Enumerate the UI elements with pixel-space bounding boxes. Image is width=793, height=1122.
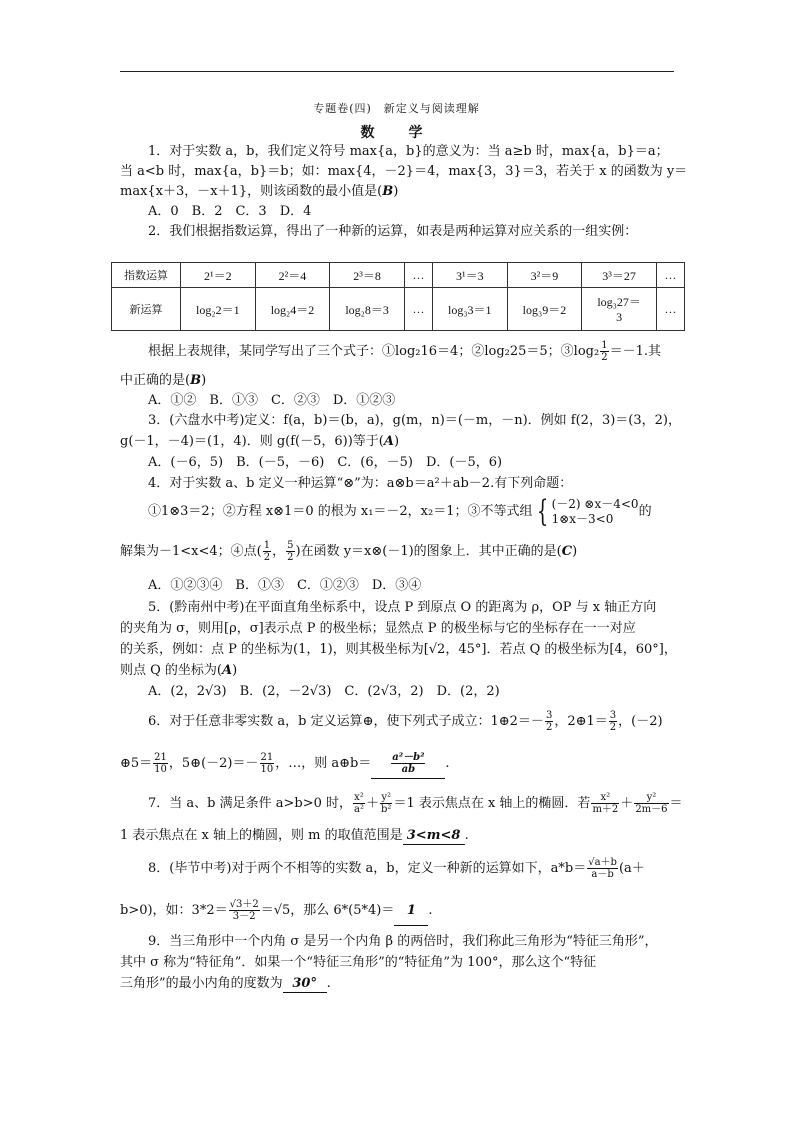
fraction <box>380 792 392 815</box>
inequality-2: 1⊗x－3<0 <box>551 511 614 526</box>
period: . <box>464 828 469 843</box>
q9-line1: 9．当三角形中一个内角 σ 是另一个内角 β 的两倍时，我们称此三角形为“特征三角形”， <box>148 934 658 949</box>
denominator: 3－2 <box>232 911 256 922</box>
q6-line2-end: ，…，则 a⊕b＝ <box>275 756 372 771</box>
q4-propositions: ①1⊗3＝2；②方程 x⊗1＝0 的根为 x₁＝－2，x₂＝1；③不等式组 <box>148 504 533 519</box>
q1-line1: 1．对于实数 a，b，我们定义符号 max{a，b}的意义为：当 a≥b 时，max{a，b}＝a； <box>148 144 669 159</box>
q3-line2 <box>120 434 399 450</box>
table-cell: … <box>656 288 684 331</box>
q7-line1 <box>148 790 683 818</box>
top-rule <box>120 71 674 72</box>
q6-line1-end: ，(－2) <box>618 714 663 729</box>
q4-line3-start: 解集为－1<x<4；④点( <box>120 544 262 559</box>
table-cell: 指数运算 <box>112 263 181 288</box>
table-cell <box>582 288 657 331</box>
q1-answer: B <box>382 184 394 199</box>
q6-line2-start: ⊕5＝ <box>120 756 153 771</box>
table-cell: … <box>404 263 432 288</box>
period: . <box>445 756 450 771</box>
numerator: 5 <box>287 540 294 551</box>
brace: { <box>536 493 548 529</box>
page-title: 数 学 <box>360 125 433 141</box>
q8-answer-blank: 1 <box>394 897 428 926</box>
denominator: 10 <box>260 764 274 775</box>
numerator: 3 <box>609 710 617 721</box>
numerator: y² <box>634 792 668 804</box>
q2-stem-end: 中正确的是( <box>120 373 191 388</box>
table-cell: log₃3＝1 <box>432 288 507 331</box>
denominator: 2m－6 <box>635 804 668 815</box>
q6-line2-mid: ，5⊕(－2)＝－ <box>168 756 259 771</box>
table-cell: 3²＝9 <box>507 263 582 288</box>
denominator: 2 <box>609 722 617 733</box>
numerator: 1 <box>263 540 271 551</box>
q2-options: A．①② B．①③ C．②③ D．①②③ <box>148 393 396 408</box>
fraction <box>391 752 425 775</box>
denominator: 2 <box>287 552 294 563</box>
q4-line2-end: 的 <box>638 504 652 519</box>
table-cell: 2³＝8 <box>330 263 405 288</box>
q1-line3 <box>120 184 398 200</box>
fraction <box>587 857 618 880</box>
table-cell: 3³＝27 <box>582 263 657 288</box>
q7-line1-mid: ＝1 表示焦点在 x 轴上的椭圆．若 <box>393 796 591 811</box>
operation-table <box>111 262 685 331</box>
fraction <box>609 710 617 733</box>
table-cell: 3¹＝3 <box>432 263 507 288</box>
fraction <box>591 792 619 815</box>
fraction <box>600 340 608 363</box>
denominator: a² <box>354 804 364 815</box>
table-cell: … <box>656 263 684 288</box>
q4-line2 <box>148 493 652 529</box>
q5-stem-end: 则点 Q 的坐标为( <box>120 663 222 678</box>
table-cell: log₂8＝3 <box>330 288 405 331</box>
numerator: 1 <box>601 340 608 351</box>
q5-line3: 的关系，例如：点 P 的坐标为(1，1)，则其极坐标为[√2，45°]．若点 Q 的极坐标为[4，60°]， <box>120 642 677 657</box>
q8-line1 <box>148 855 645 883</box>
q8-line1-end: (a＋ <box>618 861 645 876</box>
page-subtitle: 专题卷(四) 新定义与阅读理解 <box>313 102 480 115</box>
q3-line1: 3．(六盘水中考)定义：f(a，b)＝(b，a)，g(m，n)＝(－m，－n)．例如 f(2，3)＝(3，2)， <box>148 413 681 428</box>
fraction <box>260 752 275 775</box>
numerator: 21 <box>154 752 167 763</box>
table-cell: log₃9＝2 <box>507 288 582 331</box>
numerator: x² <box>591 792 619 804</box>
inequality-1: (－2) ⊗x－4<0 <box>551 496 639 511</box>
comma: ， <box>272 544 286 559</box>
q7-answer-blank: 3<m<8 <box>403 828 465 845</box>
q5-line2: 的夹角为 σ，则用[ρ，σ]表示点 P 的极坐标；显然点 P 的极坐标与它的坐标存在一一对应 <box>120 621 636 636</box>
denominator: 10 <box>154 764 167 775</box>
q3-stem-end: g(－1，－4)＝(1，4)．则 g(f(－5，6))等于( <box>120 434 384 449</box>
q9-line2: 其中 σ 称为“特征角”．如果一个“特征三角形”的“特征角”为 100°，那么这个“特征 <box>120 955 597 970</box>
table-cell: … <box>404 288 432 331</box>
q7-line2 <box>120 828 469 845</box>
table-cell: 2¹＝2 <box>181 263 256 288</box>
q5-line1: 5．(黔南州中考)在平面直角坐标系中，设点 P 到原点 O 的距离为 ρ，OP 与 x 轴正方向 <box>148 600 657 615</box>
inequality-system <box>552 497 639 527</box>
q7-line1-start: 7．当 a、b 满足条件 a>b>0 时， <box>148 796 353 811</box>
q2-formulas-end: ＝－1.其 <box>609 344 661 359</box>
period: . <box>428 903 433 918</box>
denominator: 2 <box>263 552 271 563</box>
q4-line1: 4．对于实数 a、b 定义一种运算“⊗”为：a⊗b＝a²＋ab－2.有下列命题： <box>148 476 573 491</box>
q1-options: A．0 B．2 C．3 D．4 <box>148 204 312 219</box>
q4-answer: C <box>561 544 573 559</box>
q3-answer: A <box>383 434 394 449</box>
q4-paren: ) <box>572 544 578 559</box>
q3-options: A．(－6，5) B．(－5，－6) C．(6，－5) D．(－5，6) <box>148 455 503 470</box>
numerator: √a＋b <box>588 857 617 868</box>
q2-formulas: 根据上表规律，某同学写出了三个式子：①log₂16＝4；②log₂25＝5；③log₂ <box>148 344 600 359</box>
plus: ＋ <box>620 796 634 811</box>
q6-line1-mid: ，2⊕1＝ <box>554 714 608 729</box>
q8-line2-start: b>0)，如：3*2＝ <box>120 903 228 918</box>
plus: ＋ <box>366 796 380 811</box>
fraction <box>153 752 168 775</box>
fraction <box>353 792 365 815</box>
q3-paren: ) <box>393 434 400 449</box>
fraction <box>545 710 553 733</box>
q5-line4 <box>120 663 237 679</box>
equals: ＝ <box>669 796 683 811</box>
denominator: m＋2 <box>592 804 619 815</box>
numerator: x² <box>354 792 364 803</box>
q4-line3 <box>120 540 577 564</box>
denominator: b² <box>381 804 392 815</box>
q6-line1-start: 6．对于任意非零实数 a，b 定义运算⊕，使下列式子成立：1⊕2＝－ <box>148 714 544 729</box>
fraction <box>634 792 668 815</box>
q2-paren: ) <box>201 373 207 388</box>
denominator: ab <box>401 764 416 775</box>
q5-answer: A <box>222 663 233 678</box>
period: . <box>326 976 331 991</box>
q5-paren: ) <box>232 663 238 678</box>
table-cell-line1: log₃27＝ <box>597 295 641 309</box>
q2-answer: B <box>190 373 202 388</box>
denominator: a－b <box>591 869 614 880</box>
q5-options: A．(2，2√3) B．(2，－2√3) C．(2√3，2) D．(2，2) <box>148 684 500 699</box>
q2-line2 <box>148 340 661 363</box>
fraction <box>286 540 294 563</box>
q7-stem-end: 1 表示焦点在 x 轴上的椭圆，则 m 的取值范围是 <box>120 828 403 843</box>
q1-stem-end: max{x＋3，－x＋1}，则该函数的最小值是( <box>120 184 383 199</box>
q6-line1 <box>148 708 663 736</box>
q6-line2 <box>120 750 449 779</box>
numerator: 3 <box>545 710 553 721</box>
fraction <box>229 899 260 922</box>
numerator: a²－b² <box>392 752 425 763</box>
q9-answer-blank: 30° <box>283 976 327 993</box>
numerator: y² <box>381 792 392 803</box>
denominator: 2 <box>545 722 553 733</box>
q1-line2: 当 a<b 时，max{a，b}＝b；如：max{4，－2}＝4，max{3，3}＝3，若关于 x 的函数为 y＝ <box>120 164 688 179</box>
table-cell: 新运算 <box>112 288 181 331</box>
q9-stem-end: 三角形”的最小内角的度数为 <box>120 976 283 991</box>
q8-line1-start: 8．(毕节中考)对于两个不相等的实数 a，b，定义一种新的运算如下，a*b＝ <box>148 861 587 876</box>
q4-options: A．①②③④ B．①③ C．①②③ D．③④ <box>148 578 422 593</box>
numerator: √3＋2 <box>229 899 259 910</box>
denominator: 2 <box>601 352 608 363</box>
q9-line3 <box>120 976 331 993</box>
q8-line2-end: ＝√5，那么 6*(5*4)＝ <box>260 903 395 918</box>
q6-answer-blank <box>371 750 445 779</box>
q8-line2 <box>120 897 433 926</box>
q1-paren: ) <box>393 184 399 199</box>
q4-line3-end: )在函数 y＝x⊗(－1)的图象上．其中正确的是( <box>295 544 562 559</box>
q2-line1: 2．我们根据指数运算，得出了一种新的运算，如表是两种运算对应关系的一组实例： <box>148 224 638 239</box>
q2-line3 <box>120 373 206 389</box>
numerator: 21 <box>260 752 274 763</box>
table-cell: 2²＝4 <box>255 263 330 288</box>
table-cell-line2: 3 <box>616 310 623 324</box>
table-cell: log₂2＝1 <box>181 288 256 331</box>
fraction <box>263 540 271 563</box>
table-cell: log₂4＝2 <box>255 288 330 331</box>
